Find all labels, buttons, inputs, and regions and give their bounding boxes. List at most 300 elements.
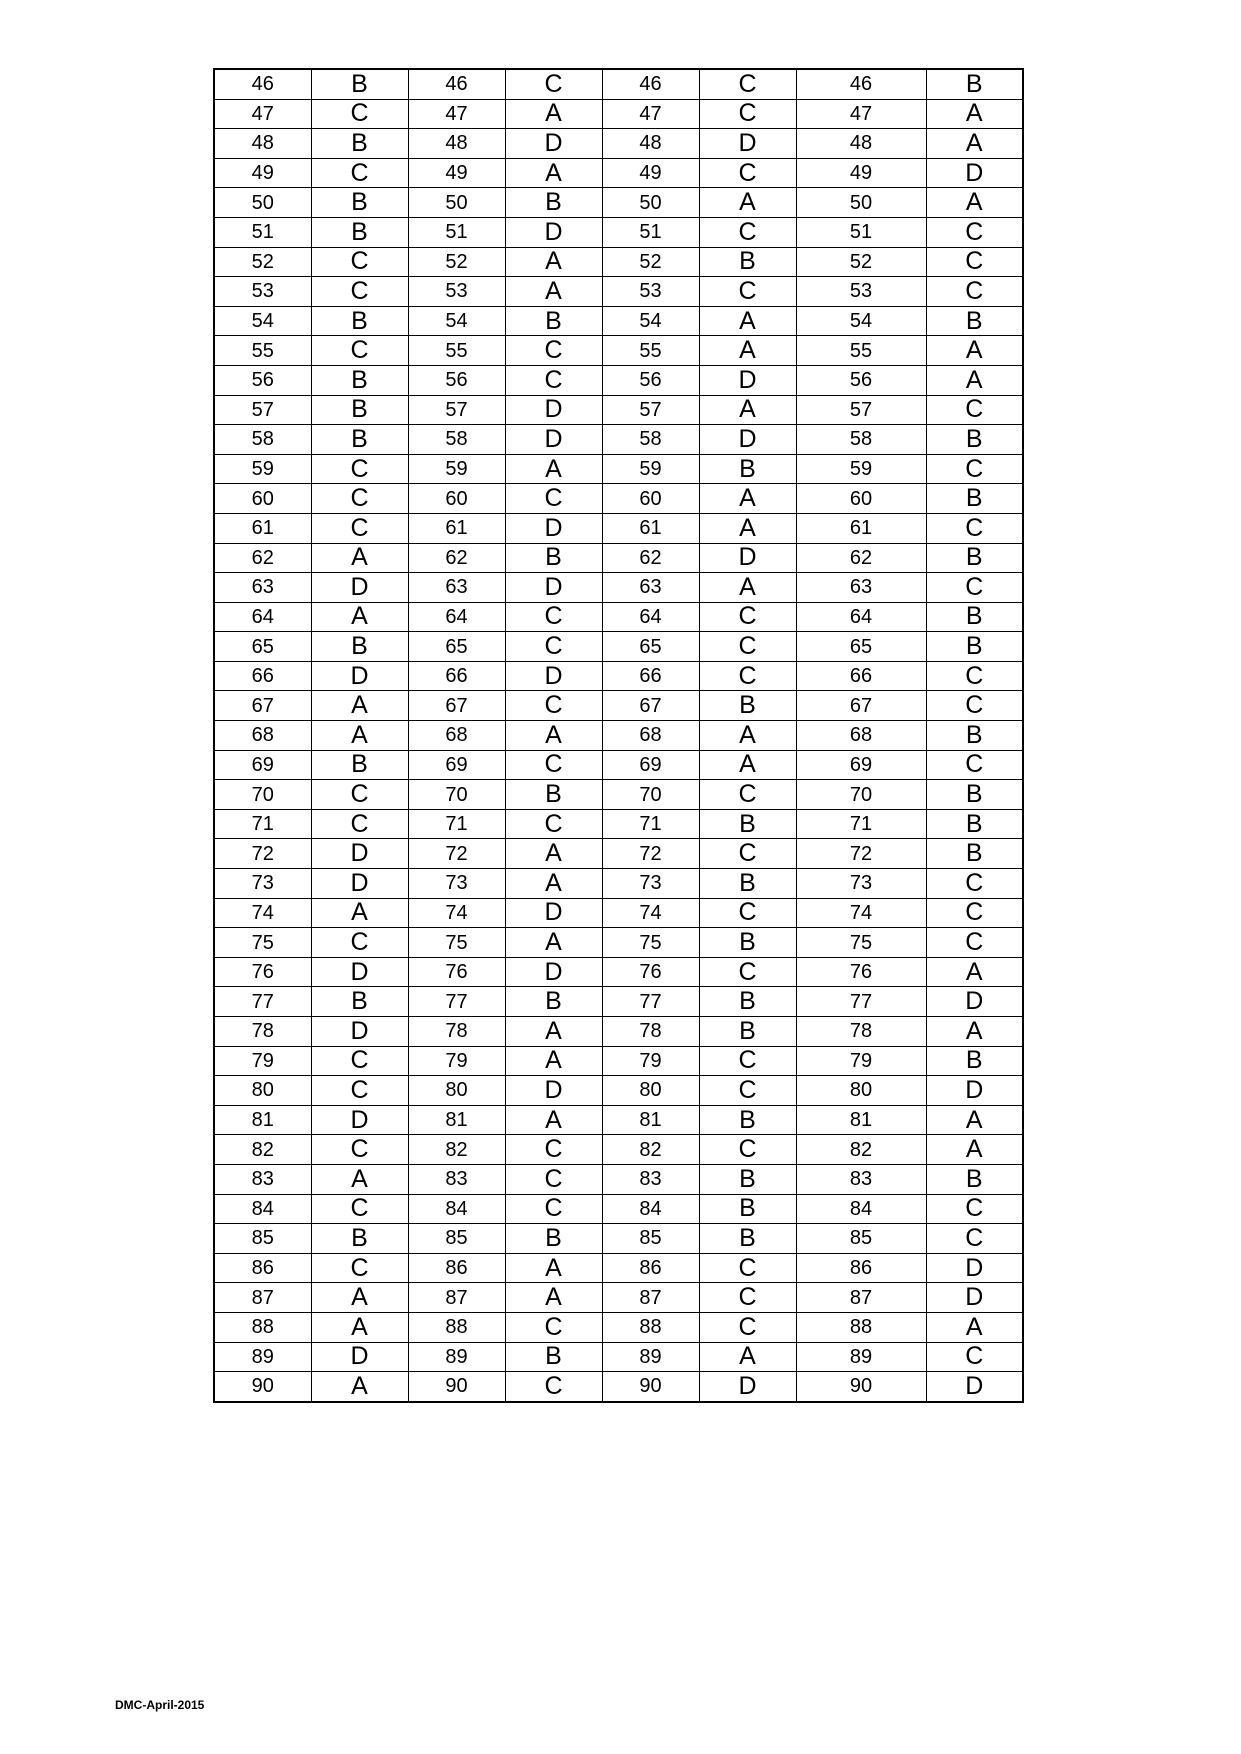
question-number: 73 xyxy=(214,869,311,899)
answer-letter: C xyxy=(926,454,1023,484)
answer-letter: D xyxy=(699,425,796,455)
answer-letter: A xyxy=(926,188,1023,218)
answer-letter: C xyxy=(505,1194,602,1224)
question-number: 52 xyxy=(602,247,699,277)
answer-letter: B xyxy=(311,129,408,159)
question-number: 46 xyxy=(602,69,699,99)
table-row xyxy=(214,573,1023,603)
question-number: 85 xyxy=(602,1224,699,1254)
answer-letter: B xyxy=(505,188,602,218)
question-number: 75 xyxy=(214,928,311,958)
answer-letter: C xyxy=(505,336,602,366)
answer-letter: C xyxy=(699,957,796,987)
table-row xyxy=(214,1312,1023,1342)
table-row xyxy=(214,691,1023,721)
answer-letter: C xyxy=(926,573,1023,603)
question-number: 83 xyxy=(408,1164,505,1194)
question-number: 78 xyxy=(602,1017,699,1047)
question-number: 59 xyxy=(408,454,505,484)
table-row xyxy=(214,898,1023,928)
answer-letter: D xyxy=(505,957,602,987)
question-number: 54 xyxy=(602,306,699,336)
question-number: 48 xyxy=(214,129,311,159)
question-number: 51 xyxy=(214,217,311,247)
answer-letter: A xyxy=(699,573,796,603)
answer-letter: A xyxy=(311,721,408,751)
answer-letter: B xyxy=(926,602,1023,632)
answer-letter: B xyxy=(699,928,796,958)
question-number: 90 xyxy=(796,1372,926,1402)
question-number: 65 xyxy=(408,632,505,662)
answer-letter: D xyxy=(926,1372,1023,1402)
answer-letter: B xyxy=(926,839,1023,869)
question-number: 50 xyxy=(796,188,926,218)
question-number: 58 xyxy=(602,425,699,455)
answer-letter: D xyxy=(699,1372,796,1402)
answer-letter: C xyxy=(505,632,602,662)
answer-letter: C xyxy=(699,158,796,188)
question-number: 67 xyxy=(214,691,311,721)
question-number: 79 xyxy=(408,1046,505,1076)
answer-letter: B xyxy=(505,780,602,810)
answer-letter: C xyxy=(505,809,602,839)
answer-letter: C xyxy=(505,69,602,99)
answer-letter: A xyxy=(699,306,796,336)
answer-letter: C xyxy=(699,1312,796,1342)
table-row xyxy=(214,869,1023,899)
answer-letter: C xyxy=(699,1046,796,1076)
answer-letter: B xyxy=(311,69,408,99)
question-number: 53 xyxy=(796,277,926,307)
question-number: 47 xyxy=(214,99,311,129)
answer-letter: C xyxy=(505,1164,602,1194)
answer-letter: A xyxy=(699,395,796,425)
question-number: 74 xyxy=(214,898,311,928)
table-row xyxy=(214,247,1023,277)
table-row xyxy=(214,957,1023,987)
question-number: 76 xyxy=(796,957,926,987)
answer-letter: B xyxy=(505,306,602,336)
question-number: 66 xyxy=(796,661,926,691)
answer-letter: C xyxy=(311,484,408,514)
question-number: 84 xyxy=(408,1194,505,1224)
answer-letter: D xyxy=(505,573,602,603)
question-number: 81 xyxy=(214,1105,311,1135)
answer-letter: D xyxy=(926,1076,1023,1106)
answer-letter: C xyxy=(699,1253,796,1283)
answer-letter: D xyxy=(505,129,602,159)
question-number: 79 xyxy=(602,1046,699,1076)
answer-letter: D xyxy=(505,1076,602,1106)
answer-letter: A xyxy=(699,336,796,366)
table-row xyxy=(214,987,1023,1017)
question-number: 78 xyxy=(796,1017,926,1047)
question-number: 52 xyxy=(408,247,505,277)
answer-letter: D xyxy=(505,661,602,691)
answer-letter: B xyxy=(505,1224,602,1254)
answer-letter: B xyxy=(699,454,796,484)
question-number: 90 xyxy=(408,1372,505,1402)
question-number: 88 xyxy=(602,1312,699,1342)
answer-letter: C xyxy=(311,277,408,307)
answer-letter: D xyxy=(699,543,796,573)
question-number: 63 xyxy=(214,573,311,603)
question-number: 60 xyxy=(214,484,311,514)
table-row xyxy=(214,1105,1023,1135)
answer-letter: B xyxy=(311,188,408,218)
question-number: 83 xyxy=(796,1164,926,1194)
answer-letter: D xyxy=(926,1283,1023,1313)
question-number: 84 xyxy=(214,1194,311,1224)
question-number: 49 xyxy=(796,158,926,188)
answer-letter: C xyxy=(699,632,796,662)
question-number: 50 xyxy=(408,188,505,218)
table-row xyxy=(214,277,1023,307)
question-number: 64 xyxy=(602,602,699,632)
question-number: 74 xyxy=(602,898,699,928)
answer-letter: A xyxy=(505,928,602,958)
answer-letter: B xyxy=(926,780,1023,810)
question-number: 54 xyxy=(214,306,311,336)
answer-letter: D xyxy=(311,573,408,603)
answer-letter: D xyxy=(311,869,408,899)
answer-letter: B xyxy=(699,809,796,839)
answer-letter: D xyxy=(699,129,796,159)
question-number: 61 xyxy=(408,513,505,543)
question-number: 90 xyxy=(214,1372,311,1402)
table-row xyxy=(214,928,1023,958)
answer-letter: B xyxy=(699,1224,796,1254)
answer-letter: B xyxy=(926,306,1023,336)
question-number: 70 xyxy=(214,780,311,810)
question-number: 62 xyxy=(214,543,311,573)
table-row xyxy=(214,721,1023,751)
answer-letter: C xyxy=(505,691,602,721)
question-number: 70 xyxy=(796,780,926,810)
answer-letter: C xyxy=(311,247,408,277)
question-number: 58 xyxy=(796,425,926,455)
answer-letter: C xyxy=(311,809,408,839)
table-row xyxy=(214,129,1023,159)
answer-letter: C xyxy=(311,928,408,958)
table-row xyxy=(214,425,1023,455)
question-number: 75 xyxy=(796,928,926,958)
question-number: 68 xyxy=(214,721,311,751)
question-number: 46 xyxy=(214,69,311,99)
table-row xyxy=(214,1372,1023,1402)
question-number: 66 xyxy=(602,661,699,691)
answer-letter: A xyxy=(505,277,602,307)
answer-letter: A xyxy=(926,1017,1023,1047)
question-number: 79 xyxy=(214,1046,311,1076)
question-number: 64 xyxy=(796,602,926,632)
question-number: 48 xyxy=(408,129,505,159)
table-row xyxy=(214,1253,1023,1283)
answer-letter: B xyxy=(926,1164,1023,1194)
answer-letter: B xyxy=(699,1164,796,1194)
question-number: 49 xyxy=(214,158,311,188)
answer-letter: D xyxy=(699,365,796,395)
question-number: 47 xyxy=(408,99,505,129)
table-row xyxy=(214,750,1023,780)
answer-letter: C xyxy=(926,1342,1023,1372)
answer-letter: A xyxy=(926,129,1023,159)
question-number: 86 xyxy=(602,1253,699,1283)
question-number: 74 xyxy=(408,898,505,928)
answer-letter: B xyxy=(926,632,1023,662)
question-number: 72 xyxy=(408,839,505,869)
question-number: 67 xyxy=(796,691,926,721)
question-number: 83 xyxy=(214,1164,311,1194)
answer-letter: B xyxy=(699,247,796,277)
table-row xyxy=(214,1283,1023,1313)
question-number: 77 xyxy=(408,987,505,1017)
question-number: 48 xyxy=(602,129,699,159)
answer-letter: D xyxy=(505,898,602,928)
answer-letter: C xyxy=(505,602,602,632)
answer-letter: A xyxy=(699,513,796,543)
answer-letter: A xyxy=(505,99,602,129)
question-number: 54 xyxy=(408,306,505,336)
answer-letter: C xyxy=(699,277,796,307)
question-number: 71 xyxy=(602,809,699,839)
question-number: 46 xyxy=(796,69,926,99)
answer-letter: A xyxy=(505,1253,602,1283)
question-number: 78 xyxy=(214,1017,311,1047)
table-row xyxy=(214,1342,1023,1372)
answer-letter: A xyxy=(505,1105,602,1135)
answer-letter: B xyxy=(311,395,408,425)
answer-key-table xyxy=(213,68,1024,1403)
question-number: 75 xyxy=(408,928,505,958)
answer-letter: B xyxy=(699,1017,796,1047)
question-number: 87 xyxy=(214,1283,311,1313)
answer-letter: B xyxy=(311,632,408,662)
question-number: 86 xyxy=(214,1253,311,1283)
question-number: 89 xyxy=(602,1342,699,1372)
answer-letter: B xyxy=(311,1224,408,1254)
answer-letter: C xyxy=(505,750,602,780)
answer-letter: D xyxy=(505,425,602,455)
answer-letter: A xyxy=(699,484,796,514)
question-number: 56 xyxy=(602,365,699,395)
question-number: 76 xyxy=(408,957,505,987)
answer-letter: A xyxy=(926,365,1023,395)
table-row xyxy=(214,99,1023,129)
question-number: 55 xyxy=(408,336,505,366)
question-number: 74 xyxy=(796,898,926,928)
answer-letter: C xyxy=(926,217,1023,247)
table-row xyxy=(214,1135,1023,1165)
table-row xyxy=(214,306,1023,336)
answer-letter: B xyxy=(699,869,796,899)
answer-letter: D xyxy=(311,1017,408,1047)
table-row xyxy=(214,336,1023,366)
answer-letter: A xyxy=(505,247,602,277)
answer-letter: C xyxy=(505,365,602,395)
question-number: 57 xyxy=(408,395,505,425)
answer-letter: B xyxy=(699,691,796,721)
question-number: 46 xyxy=(408,69,505,99)
question-number: 82 xyxy=(796,1135,926,1165)
question-number: 60 xyxy=(602,484,699,514)
answer-letter: C xyxy=(699,217,796,247)
question-number: 66 xyxy=(214,661,311,691)
answer-letter: B xyxy=(699,987,796,1017)
table-row xyxy=(214,839,1023,869)
answer-letter: D xyxy=(311,957,408,987)
answer-letter: C xyxy=(311,1076,408,1106)
answer-letter: A xyxy=(505,1283,602,1313)
answer-letter: C xyxy=(699,602,796,632)
answer-letter: B xyxy=(505,1342,602,1372)
answer-letter: D xyxy=(311,839,408,869)
question-number: 80 xyxy=(602,1076,699,1106)
question-number: 50 xyxy=(214,188,311,218)
answer-letter: D xyxy=(505,217,602,247)
question-number: 84 xyxy=(796,1194,926,1224)
question-number: 59 xyxy=(214,454,311,484)
answer-letter: C xyxy=(311,99,408,129)
question-number: 81 xyxy=(408,1105,505,1135)
table-row xyxy=(214,217,1023,247)
question-number: 77 xyxy=(602,987,699,1017)
answer-letter: C xyxy=(926,750,1023,780)
question-number: 80 xyxy=(796,1076,926,1106)
question-number: 55 xyxy=(214,336,311,366)
question-number: 87 xyxy=(602,1283,699,1313)
question-number: 87 xyxy=(796,1283,926,1313)
answer-letter: C xyxy=(699,1135,796,1165)
table-row xyxy=(214,454,1023,484)
question-number: 63 xyxy=(408,573,505,603)
table-row xyxy=(214,661,1023,691)
answer-letter: C xyxy=(699,661,796,691)
question-number: 81 xyxy=(796,1105,926,1135)
answer-letter: B xyxy=(311,987,408,1017)
question-number: 76 xyxy=(602,957,699,987)
answer-letter: A xyxy=(505,839,602,869)
table-row xyxy=(214,1046,1023,1076)
answer-letter: C xyxy=(311,454,408,484)
question-number: 82 xyxy=(214,1135,311,1165)
question-number: 68 xyxy=(408,721,505,751)
question-number: 71 xyxy=(796,809,926,839)
answer-letter: C xyxy=(926,395,1023,425)
question-number: 68 xyxy=(602,721,699,751)
answer-letter: C xyxy=(311,158,408,188)
question-number: 77 xyxy=(796,987,926,1017)
footer-label: DMC-April-2015 xyxy=(115,1698,205,1712)
question-number: 73 xyxy=(796,869,926,899)
answer-letter: D xyxy=(926,158,1023,188)
answer-letter: A xyxy=(505,869,602,899)
question-number: 76 xyxy=(214,957,311,987)
answer-letter: A xyxy=(311,1312,408,1342)
answer-letter: C xyxy=(505,1135,602,1165)
question-number: 58 xyxy=(408,425,505,455)
question-number: 62 xyxy=(602,543,699,573)
question-number: 65 xyxy=(602,632,699,662)
question-number: 48 xyxy=(796,129,926,159)
answer-letter: C xyxy=(311,1194,408,1224)
question-number: 79 xyxy=(796,1046,926,1076)
answer-letter: B xyxy=(311,750,408,780)
answer-letter: A xyxy=(926,1105,1023,1135)
answer-letter: C xyxy=(926,691,1023,721)
question-number: 90 xyxy=(602,1372,699,1402)
question-number: 51 xyxy=(796,217,926,247)
answer-letter: C xyxy=(926,277,1023,307)
question-number: 69 xyxy=(796,750,926,780)
question-number: 77 xyxy=(214,987,311,1017)
answer-letter: A xyxy=(311,1164,408,1194)
table-row xyxy=(214,1076,1023,1106)
answer-letter: A xyxy=(699,721,796,751)
question-number: 69 xyxy=(214,750,311,780)
answer-letter: A xyxy=(505,158,602,188)
answer-letter: D xyxy=(926,987,1023,1017)
answer-letter: A xyxy=(311,691,408,721)
answer-letter: B xyxy=(505,987,602,1017)
question-number: 81 xyxy=(602,1105,699,1135)
table-row xyxy=(214,602,1023,632)
answer-letter: D xyxy=(505,513,602,543)
answer-letter: A xyxy=(699,750,796,780)
answer-letter: D xyxy=(505,395,602,425)
answer-letter: D xyxy=(311,661,408,691)
table-row xyxy=(214,484,1023,514)
question-number: 88 xyxy=(796,1312,926,1342)
answer-letter: A xyxy=(311,543,408,573)
question-number: 67 xyxy=(602,691,699,721)
question-number: 57 xyxy=(602,395,699,425)
answer-letter: B xyxy=(699,1105,796,1135)
answer-letter: A xyxy=(926,1135,1023,1165)
question-number: 53 xyxy=(408,277,505,307)
answer-letter: A xyxy=(311,1372,408,1402)
answer-letter: C xyxy=(699,780,796,810)
table-row xyxy=(214,1224,1023,1254)
table-row xyxy=(214,395,1023,425)
question-number: 85 xyxy=(408,1224,505,1254)
answer-letter: A xyxy=(505,454,602,484)
question-number: 72 xyxy=(214,839,311,869)
question-number: 49 xyxy=(602,158,699,188)
question-number: 60 xyxy=(408,484,505,514)
answer-letter: C xyxy=(311,513,408,543)
answer-letter: C xyxy=(311,336,408,366)
question-number: 56 xyxy=(796,365,926,395)
question-number: 86 xyxy=(796,1253,926,1283)
question-number: 57 xyxy=(214,395,311,425)
answer-letter: B xyxy=(926,543,1023,573)
question-number: 59 xyxy=(796,454,926,484)
answer-letter: D xyxy=(926,1253,1023,1283)
question-number: 68 xyxy=(796,721,926,751)
question-number: 62 xyxy=(796,543,926,573)
question-number: 72 xyxy=(796,839,926,869)
question-number: 65 xyxy=(214,632,311,662)
question-number: 58 xyxy=(214,425,311,455)
question-number: 61 xyxy=(796,513,926,543)
question-number: 69 xyxy=(408,750,505,780)
question-number: 51 xyxy=(408,217,505,247)
question-number: 80 xyxy=(214,1076,311,1106)
answer-letter: D xyxy=(311,1105,408,1135)
answer-letter: D xyxy=(311,1342,408,1372)
question-number: 73 xyxy=(408,869,505,899)
